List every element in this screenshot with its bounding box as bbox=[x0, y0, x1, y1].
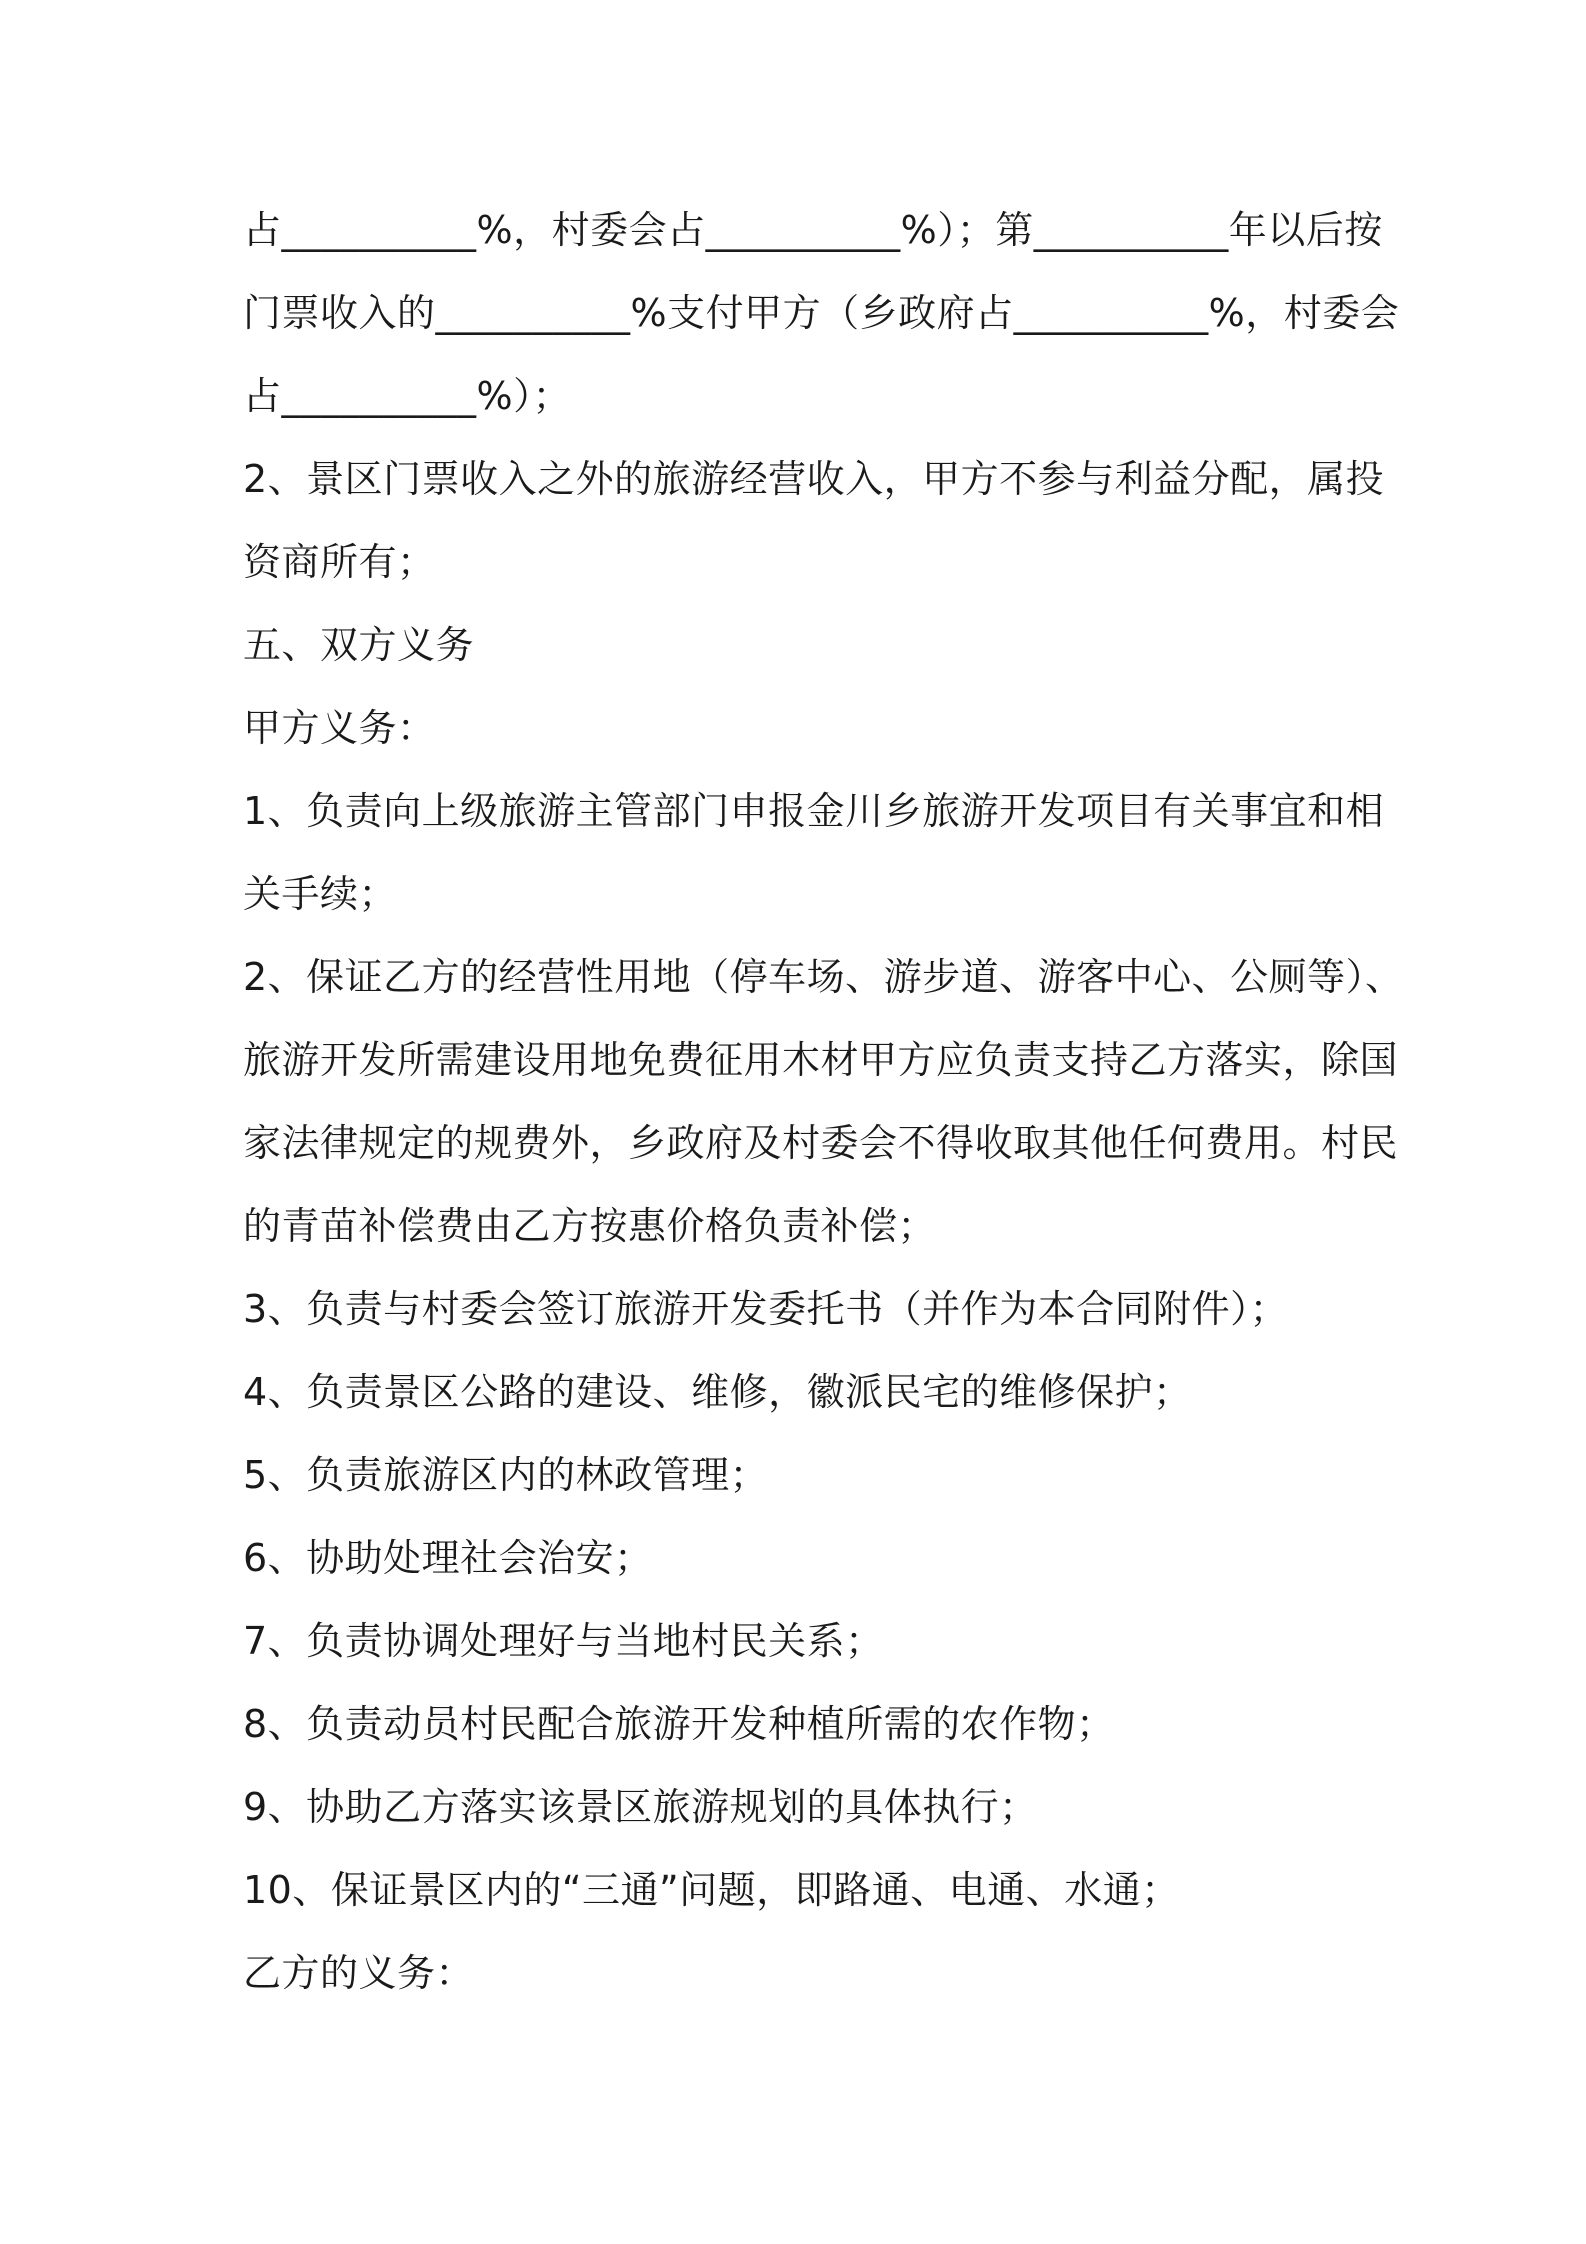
text-line: 资商所有； bbox=[243, 540, 436, 584]
section-heading: 五、双方义务 bbox=[243, 623, 475, 667]
document-body bbox=[243, 200, 1404, 2026]
text-line: 3、负责与村委会签订旅游开发委托书（并作为本合同附件）； bbox=[243, 1287, 1289, 1331]
text-line: 的青苗补偿费由乙方按惠价格负责补偿； bbox=[243, 1204, 937, 1248]
text-line: 9、协助乙方落实该景区旅游规划的具体执行； bbox=[243, 1785, 1038, 1829]
text-line: 关手续； bbox=[243, 872, 398, 916]
text-line: 占__________%，村委会占__________%）；第__________年以后按 bbox=[243, 208, 1383, 252]
text-line: 1、负责向上级旅游主管部门申报金川乡旅游开发项目有关事宜和相 bbox=[243, 789, 1385, 833]
text-line: 7、负责协调处理好与当地村民关系； bbox=[243, 1619, 884, 1663]
text-line: 占__________%）； bbox=[243, 374, 572, 418]
text-line: 10、保证景区内的“三通”问题，即路通、电通、水通； bbox=[243, 1868, 1180, 1912]
text-line: 5、负责旅游区内的林政管理； bbox=[243, 1453, 769, 1497]
text-line: 2、景区门票收入之外的旅游经营收入，甲方不参与利益分配，属投 bbox=[243, 457, 1385, 501]
text-line: 家法律规定的规费外，乡政府及村委会不得收取其他任何费用。村民 bbox=[243, 1121, 1399, 1165]
subsection-heading: 甲方义务： bbox=[243, 706, 436, 750]
text-line: 旅游开发所需建设用地免费征用木材甲方应负责支持乙方落实，除国 bbox=[243, 1038, 1399, 1082]
subsection-heading: 乙方的义务： bbox=[243, 1951, 475, 1995]
text-line: 4、负责景区公路的建设、维修，徽派民宅的维修保护； bbox=[243, 1370, 1192, 1414]
text-line: 6、协助处理社会治安； bbox=[243, 1536, 653, 1580]
text-line: 8、负责动员村民配合旅游开发种植所需的农作物； bbox=[243, 1702, 1115, 1746]
text-line: 门票收入的__________%支付甲方（乡政府占__________%，村委会 bbox=[243, 291, 1400, 335]
text-line: 2、保证乙方的经营性用地（停车场、游步道、游客中心、公厕等）、 bbox=[243, 955, 1404, 999]
